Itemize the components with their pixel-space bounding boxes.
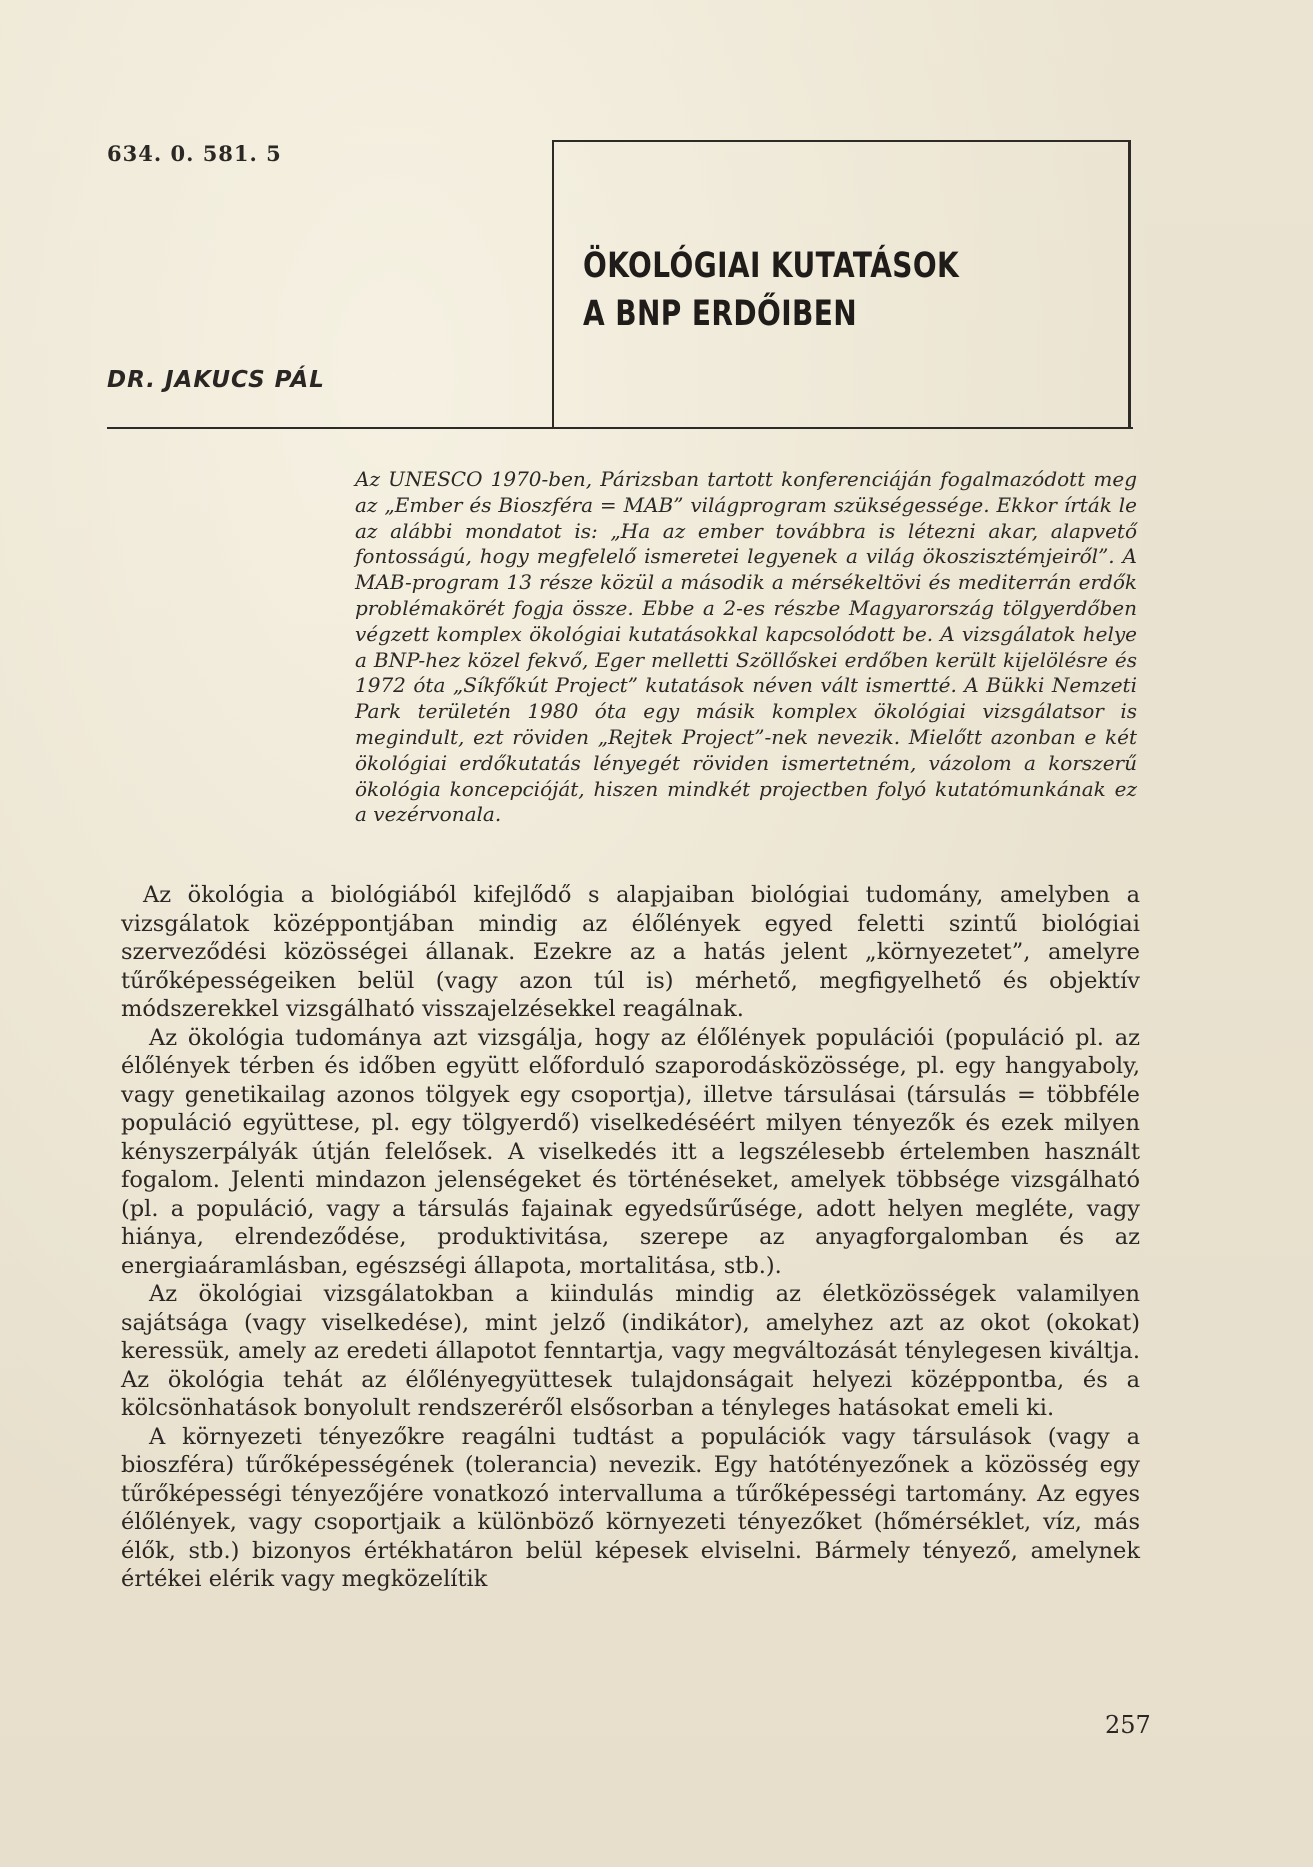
author-name: DR. JAKUCS PÁL xyxy=(107,367,325,393)
article-title xyxy=(583,242,959,338)
article-body xyxy=(121,881,1140,1594)
title-frame-top xyxy=(552,140,1130,142)
abstract: Az UNESCO 1970-ben, Párizsban tartott konferenciáján fogalmazódott meg az „Ember és Bioszféra = MAB” világprogram szükségessége. Ekkor írták le az alábbi mondatot is: „Ha az ember továbbra is létezni akar, alapvető fontosságú, hogy megfelelő ismeretei legyenek a világ ökoszisztémjeiről”. A MAB-program 13 része közül a második a mérsékeltövi és mediterrán erdők problémakörét fogja össze. Ebbe a 2-es részbe Magyarország tölgyerdőben végzett komplex ökológiai kutatásokkal kapcsolódott be. A vizsgálatok helye a BNP-hez közel fekvő, Eger melletti Szöllőskei erdőben került kijelölésre és 1972 óta „Síkfőkút Project” kutatások néven vált ismertté. A Bükki Nemzeti Park területén 1980 óta egy másik komplex ökológiai vizsgálatsor is megindult, ezt röviden „Rejtek Project”-nek nevezik. Mielőtt azonban e két ökológiai erdőkutatás lényegét röviden ismertetném, vázolom a korszerű ökológia koncepcióját, hiszen mindkét projectben folyó kutatómunkának ez a vezérvonala. xyxy=(355,467,1137,827)
article-title-line-2: A BNP ERDŐIBEN xyxy=(583,294,858,334)
title-frame-left xyxy=(552,140,554,427)
body-paragraph: Az ökológiai vizsgálatokban a kiindulás mindig az életközösségek valamilyen sajátsága (vagy viselkedése), mint jelző (indikátor), amelyhez azt az okot (okokat) keressük, amely az eredeti állapotot fenntartja, vagy megváltozását ténylegesen kiváltja. Az ökológia tehát az élőlényegyüttesek tulajdonságait helyezi középpontba, és a kölcsönhatások bonyolult rendszeréről elsősorban a tényleges hatásokat emeli ki. xyxy=(121,1281,1140,1421)
body-paragraph: A környezeti tényezőkre reagálni tudtást a populációk vagy társulások (vagy a bioszféra) tűrőképességének (tolerancia) nevezik. Egy hatótényezőnek a közösség egy tűrőképességi tényezőjére vonatkozó intervalluma a tűrőképességi tartomány. Az egyes élőlények, vagy csoportjaik a különböző környezeti tényezőket (hőmérséklet, víz, más élők, stb.) bizonyos értékhatáron belül képesek elviselni. Bármely tényező, amelynek értékei elérik vagy megközelítik xyxy=(121,1423,1140,1592)
body-paragraph: Az ökológia tudománya azt vizsgálja, hogy az élőlények populációi (populáció pl. az élőlények térben és időben együtt előforduló szaporodásközössége, pl. egy hangyaboly, vagy genetikailag azonos tölgyek egy csoportja), illetve társulásai (társulás = többféle populáció együttese, pl. egy tölgyerdő) viselkedéséért milyen tényezők és ezek milyen kényszerpályák útján felelősek. A viselkedés itt a legszélesebb értelemben használt fogalom. Jelenti mindazon jelenségeket és történéseket, amelyek többsége vizsgálható (pl. a populáció, vagy a társulás fajainak egyedsűrűsége, adott helyen megléte, vagy hiánya, elrendeződése, produktivitása, szerepe az anyagforgalomban és az energiaáramlásban, egészségi állapota, mortalitása, stb.). xyxy=(121,1024,1140,1279)
header-rule xyxy=(107,427,1133,429)
page-number: 257 xyxy=(1105,1711,1151,1739)
article-title-line-1: ÖKOLÓGIAI KUTATÁSOK xyxy=(583,246,960,286)
title-frame-right xyxy=(1128,140,1131,427)
udc-classification: 634. 0. 581. 5 xyxy=(107,141,282,166)
body-paragraph: Az ökológia a biológiából kifejlődő s alapjaiban biológiai tudomány, amelyben a vizsgálatok középpontjában mindig az élőlények egyed feletti szintű biológiai szerveződési közösségei állanak. Ezekre az a hatás jelent „környezetet”, amelyre tűrőképességeiken belül (vagy azon túl is) mérhető, megfigyelhető és objektív módszerekkel vizsgálható visszajelzésekkel reagálnak. xyxy=(121,882,1140,1022)
